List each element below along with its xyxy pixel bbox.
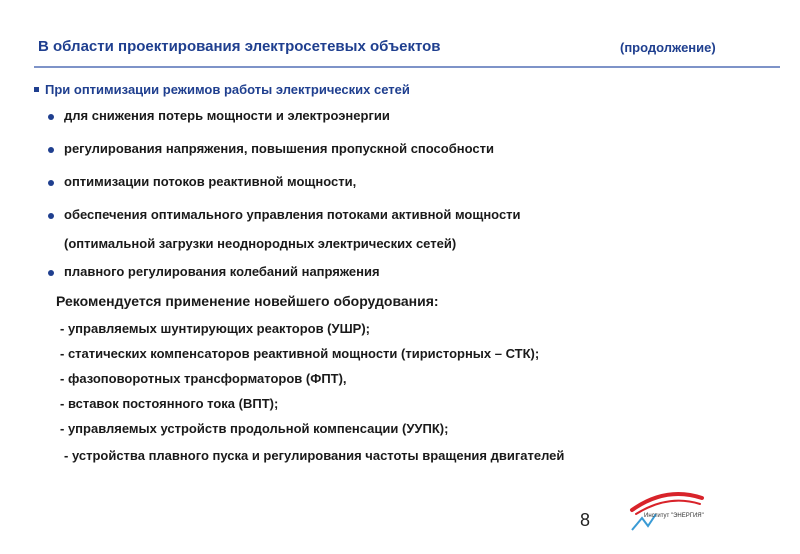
list-item-text: плавного регулирования колебаний напряжения (64, 264, 380, 279)
list-item-text: регулирования напряжения, повышения пропускной способности (64, 141, 494, 156)
list-item-text: оптимизации потоков реактивной мощности, (64, 174, 357, 189)
section-heading-text: При оптимизации режимов работы электрических сетей (45, 82, 410, 97)
page-number: 8 (580, 510, 591, 530)
bullet-dot-icon (48, 114, 54, 120)
list-item-text: обеспечения оптимального управления потоками активной мощности (64, 207, 521, 222)
list-item (48, 207, 521, 222)
bullet-dot-icon (48, 213, 54, 219)
svg-text:Институт "ЭНЕРГИЯ": Институт "ЭНЕРГИЯ" (644, 513, 704, 519)
title-divider (34, 66, 780, 68)
recommendation-heading: Рекомендуется применение новейшего оборудования: (56, 293, 439, 309)
equipment-item: - статических компенсаторов реактивной мощности (тиристорных – СТК); (60, 346, 540, 361)
equipment-item: - управляемых шунтирующих реакторов (УШР); (60, 321, 370, 336)
list-item-text: для снижения потерь мощности и электроэнергии (64, 108, 390, 123)
slide-title-continuation: (продолжение) (620, 40, 716, 55)
equipment-item: - устройства плавного пуска и регулирования частоты вращения двигателей (64, 448, 565, 463)
list-item (48, 264, 380, 279)
square-bullet-icon (34, 87, 39, 92)
list-item-continuation: (оптимальной загрузки неоднородных электрических сетей) (64, 236, 457, 251)
equipment-item: - вставок постоянного тока (ВПТ); (60, 396, 279, 411)
institute-logo-icon (626, 484, 706, 544)
list-item (48, 141, 494, 156)
list-item (48, 108, 390, 123)
slide-title: В области проектирования электросетевых объектов (38, 38, 441, 55)
equipment-item: - управляемых устройств продольной компенсации (УУПК); (60, 421, 449, 436)
bullet-dot-icon (48, 180, 54, 186)
equipment-item: - фазоповоротных трансформаторов (ФПТ), (60, 371, 347, 386)
section-heading (34, 82, 410, 97)
bullet-dot-icon (48, 147, 54, 153)
bullet-dot-icon (48, 270, 54, 276)
institute-logo (626, 484, 706, 544)
list-item (48, 174, 356, 189)
